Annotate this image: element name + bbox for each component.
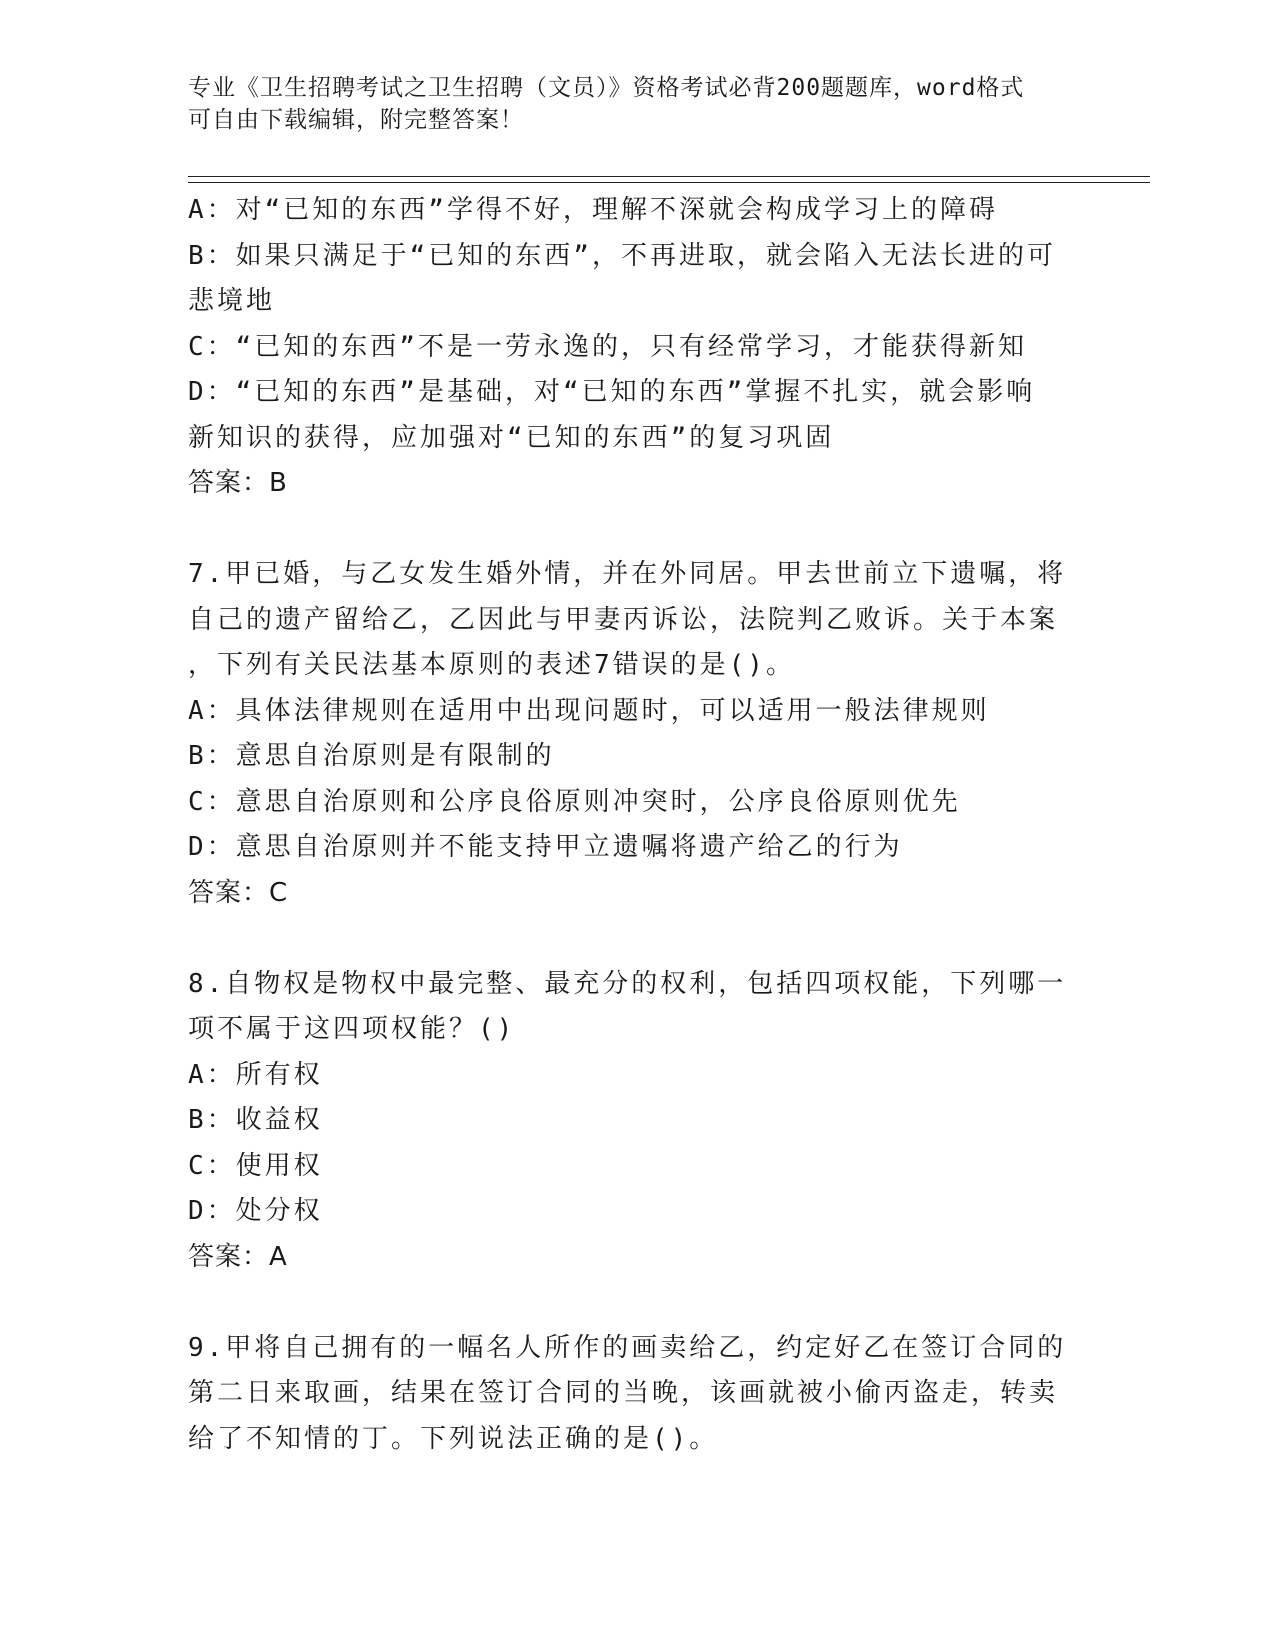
q8-option-b: B：收益权	[188, 1105, 323, 1135]
question-6-block	[188, 188, 1068, 507]
q6-answer: 答案：B	[188, 468, 288, 498]
question-list	[188, 188, 1068, 1462]
q9-stem-line-2: 第二日来取画，结果在签订合同的当晚，该画就被小偷丙盗走，转卖	[188, 1378, 1059, 1408]
q7-stem-line-1: 7.甲已婚，与乙女发生婚外情，并在外同居。甲去世前立下遗嘱，将	[188, 559, 1067, 589]
q7-option-a: A：具体法律规则在适用中出现问题时，可以适用一般法律规则	[188, 695, 990, 726]
q7-stem-line-3: ，下列有关民法基本原则的表述7错误的是()。	[188, 650, 795, 680]
document-header	[188, 72, 1068, 136]
q6-option-d-line-1: D：“已知的东西”是基础，对“已知的东西”掌握不扎实，就会影响	[188, 377, 1036, 407]
header-title-line-1: 专业《卫生招聘考试之卫生招聘（文员）》资格考试必背200题题库，word格式	[188, 75, 1025, 101]
q8-stem-line-1: 8.自物权是物权中最完整、最充分的权利，包括四项权能，下列哪一	[188, 968, 1067, 999]
question-8-block	[188, 962, 1068, 1281]
q7-option-c: C：意思自治原则和公序良俗原则冲突时，公序良俗原则优先	[188, 786, 961, 817]
q8-option-a: A：所有权	[188, 1059, 323, 1090]
q9-stem-line-1: 9.甲将自己拥有的一幅名人所作的画卖给乙，约定好乙在签订合同的	[188, 1332, 1067, 1363]
question-7-block	[188, 552, 1068, 916]
q8-option-d: D：处分权	[188, 1196, 323, 1226]
spacer	[188, 507, 1068, 553]
spacer	[188, 916, 1068, 962]
q8-answer: 答案：A	[188, 1241, 288, 1272]
header-divider-top	[188, 176, 1150, 177]
question-9-block	[188, 1326, 1068, 1463]
q6-option-b-line-1: B：如果只满足于“已知的东西”，不再进取，就会陷入无法长进的可	[188, 240, 1056, 271]
header-title-line-2: 可自由下载编辑，附完整答案！	[188, 107, 524, 133]
q6-option-c: C：“已知的东西”不是一劳永逸的，只有经常学习，才能获得新知	[188, 331, 1027, 362]
q8-option-c: C：使用权	[188, 1150, 323, 1181]
q7-answer: 答案：C	[188, 877, 289, 908]
q6-option-b-line-2: 悲境地	[188, 286, 276, 316]
q6-option-a: A：对“已知的东西”学得不好，理解不深就会构成学习上的障碍	[188, 195, 998, 225]
q7-stem-line-2: 自己的遗产留给乙，乙因此与甲妻丙诉讼，法院判乙败诉。关于本案	[188, 604, 1059, 635]
q9-stem-line-3: 给了不知情的丁。下列说法正确的是()。	[188, 1423, 719, 1454]
q6-option-d-line-2: 新知识的获得，应加强对“已知的东西”的复习巩固	[188, 422, 835, 453]
header-divider-bottom	[188, 182, 1150, 183]
q7-option-d: D：意思自治原则并不能支持甲立遗嘱将遗产给乙的行为	[188, 832, 903, 862]
q8-stem-line-2: 项不属于这四项权能？()	[188, 1014, 516, 1044]
spacer	[188, 1280, 1068, 1326]
q7-option-b: B：意思自治原则是有限制的	[188, 741, 555, 771]
